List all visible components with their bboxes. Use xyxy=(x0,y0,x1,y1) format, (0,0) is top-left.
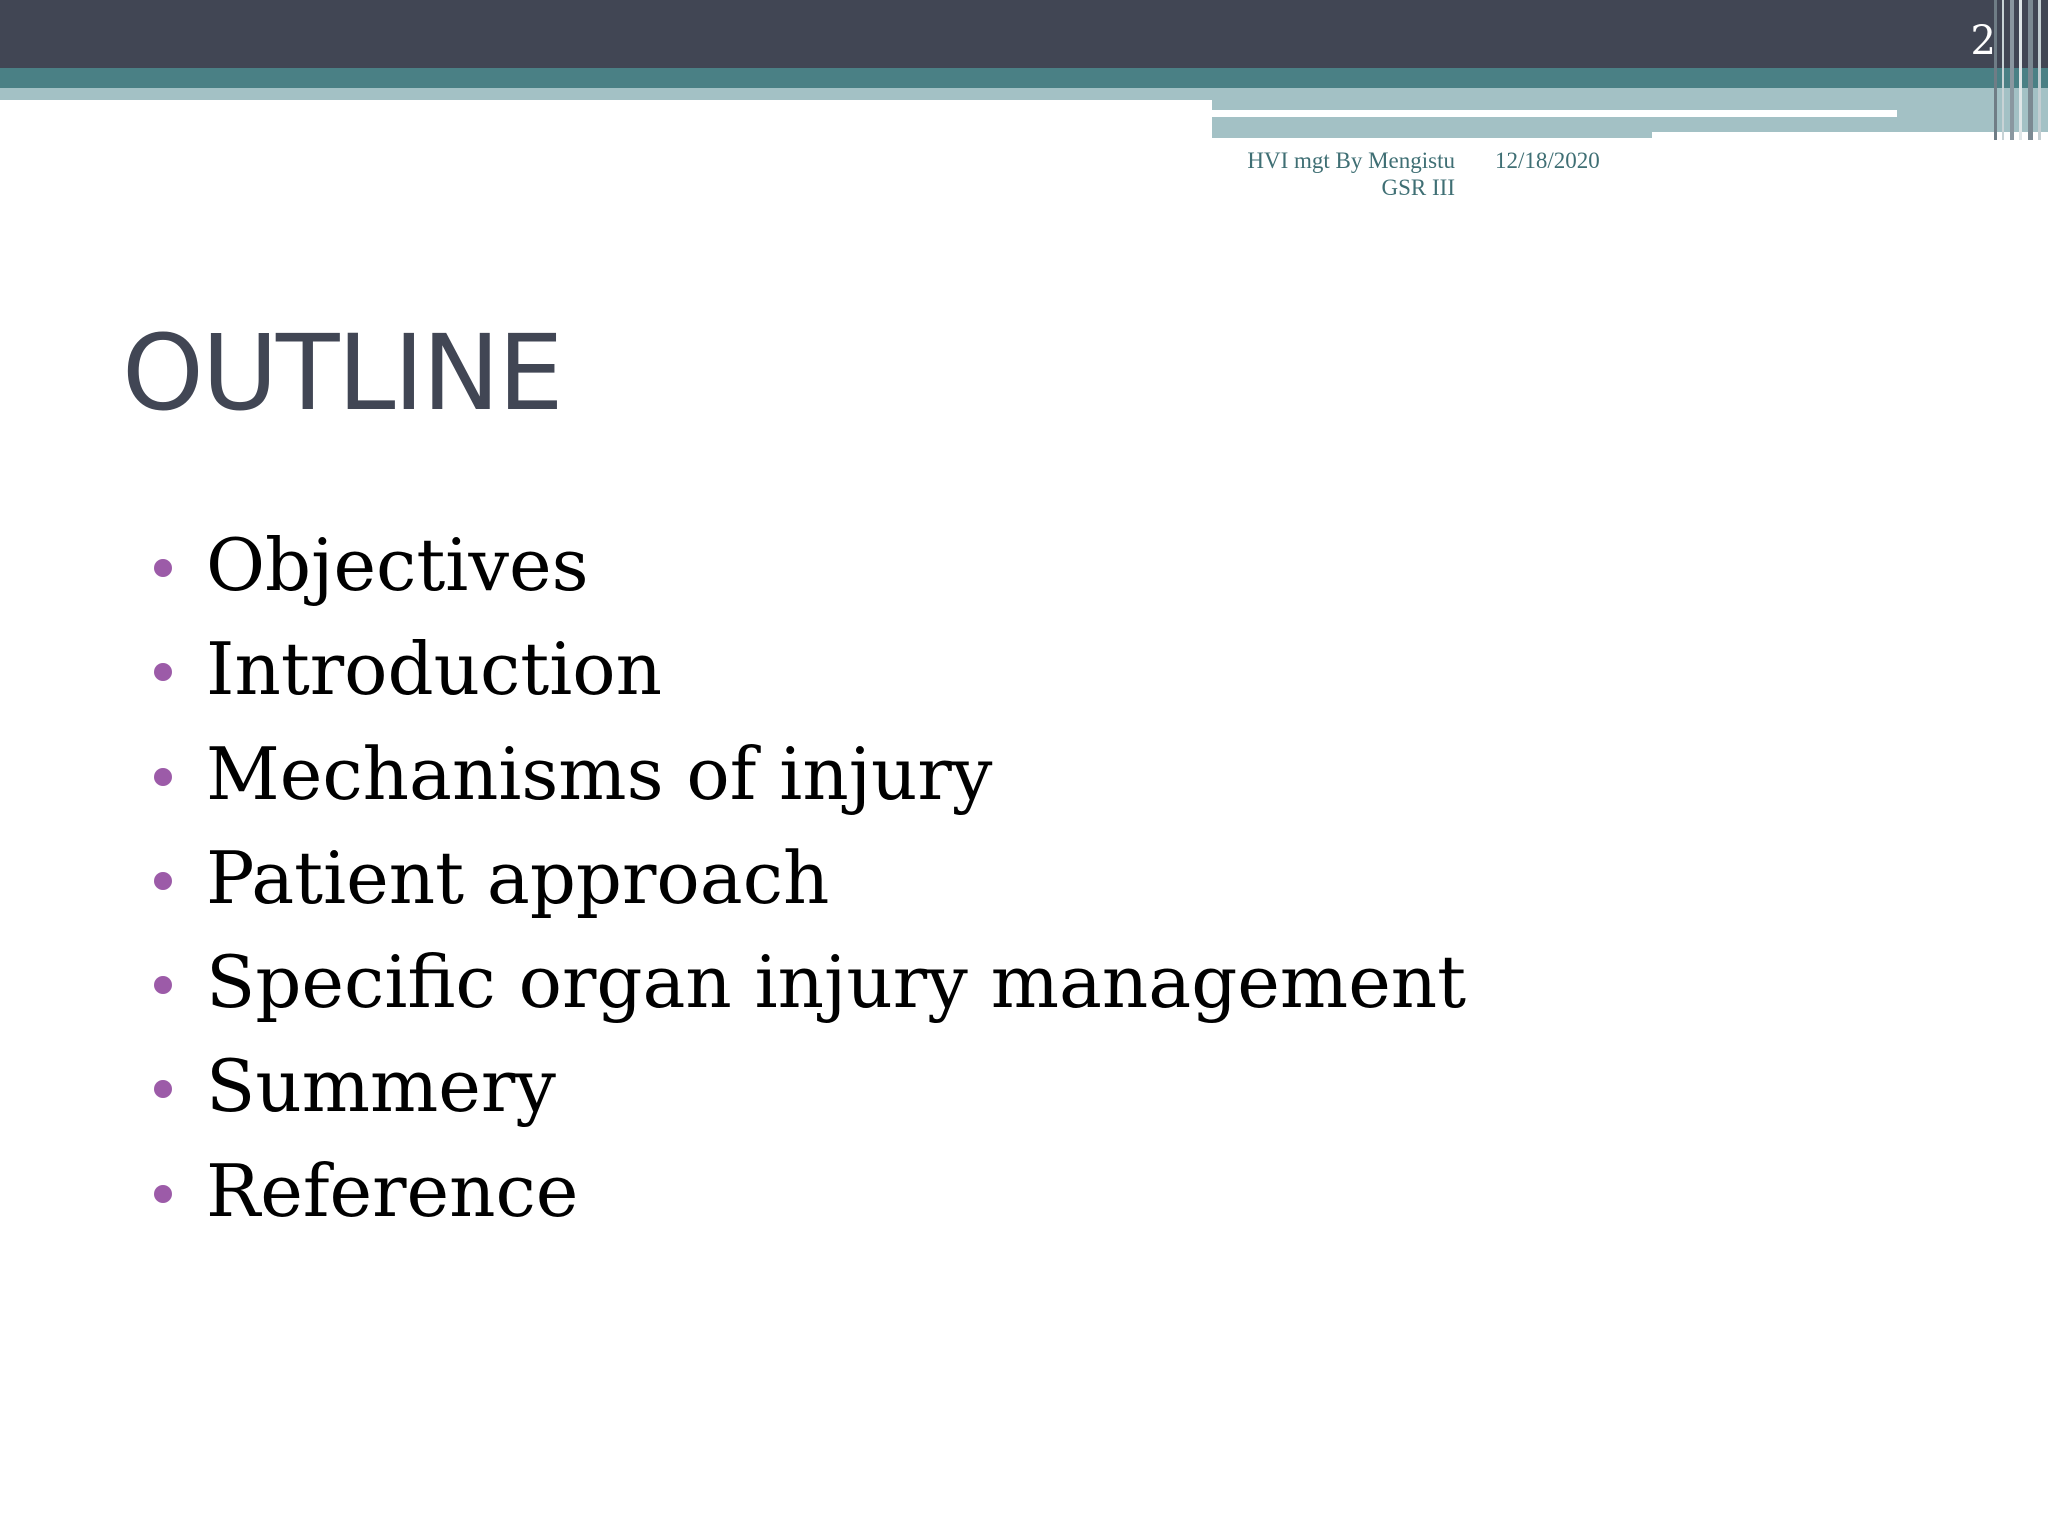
footer-author xyxy=(1200,147,1455,201)
list-item-text: Reference xyxy=(206,1148,579,1233)
bullet-icon xyxy=(154,976,172,994)
list-item xyxy=(148,1036,1466,1140)
header-white-line xyxy=(1212,110,1897,117)
list-item xyxy=(148,1141,1466,1245)
header-band-shade xyxy=(1212,132,1652,138)
bullet-icon xyxy=(154,1080,172,1098)
list-item-text: Specific organ injury management xyxy=(206,940,1467,1025)
slide-title: OUTLINE xyxy=(122,312,562,434)
list-item-text: Patient approach xyxy=(206,835,830,920)
footer-author-line2: GSR III xyxy=(1381,175,1455,200)
bullet-icon xyxy=(154,768,172,786)
list-item-text: Mechanisms of injury xyxy=(206,731,993,816)
stripe xyxy=(2002,0,2004,140)
bullet-icon xyxy=(154,559,172,577)
bullet-icon xyxy=(154,872,172,890)
bullet-icon xyxy=(154,663,172,681)
stripe xyxy=(2019,0,2022,140)
list-item-text: Objectives xyxy=(206,523,589,607)
stripe xyxy=(2010,0,2014,140)
list-item xyxy=(148,724,1466,828)
header-band-teal xyxy=(0,68,2048,88)
list-item-text: Introduction xyxy=(206,627,662,712)
outline-list xyxy=(148,515,1466,1245)
stripe xyxy=(2038,0,2041,140)
list-item xyxy=(148,515,1466,619)
footer-date: 12/18/2020 xyxy=(1495,148,1600,173)
decorative-stripes xyxy=(1988,0,2048,140)
footer-author-line1: HVI mgt By Mengistu xyxy=(1247,148,1455,173)
stripe xyxy=(2028,0,2033,140)
header-band-dark xyxy=(0,0,2048,68)
list-item-text: Summery xyxy=(206,1044,556,1129)
bullet-icon xyxy=(154,1185,172,1203)
list-item xyxy=(148,932,1466,1036)
page-number: 2 xyxy=(1970,18,1996,64)
list-item xyxy=(148,619,1466,723)
list-item xyxy=(148,828,1466,932)
header-band-light-left xyxy=(0,88,1212,100)
